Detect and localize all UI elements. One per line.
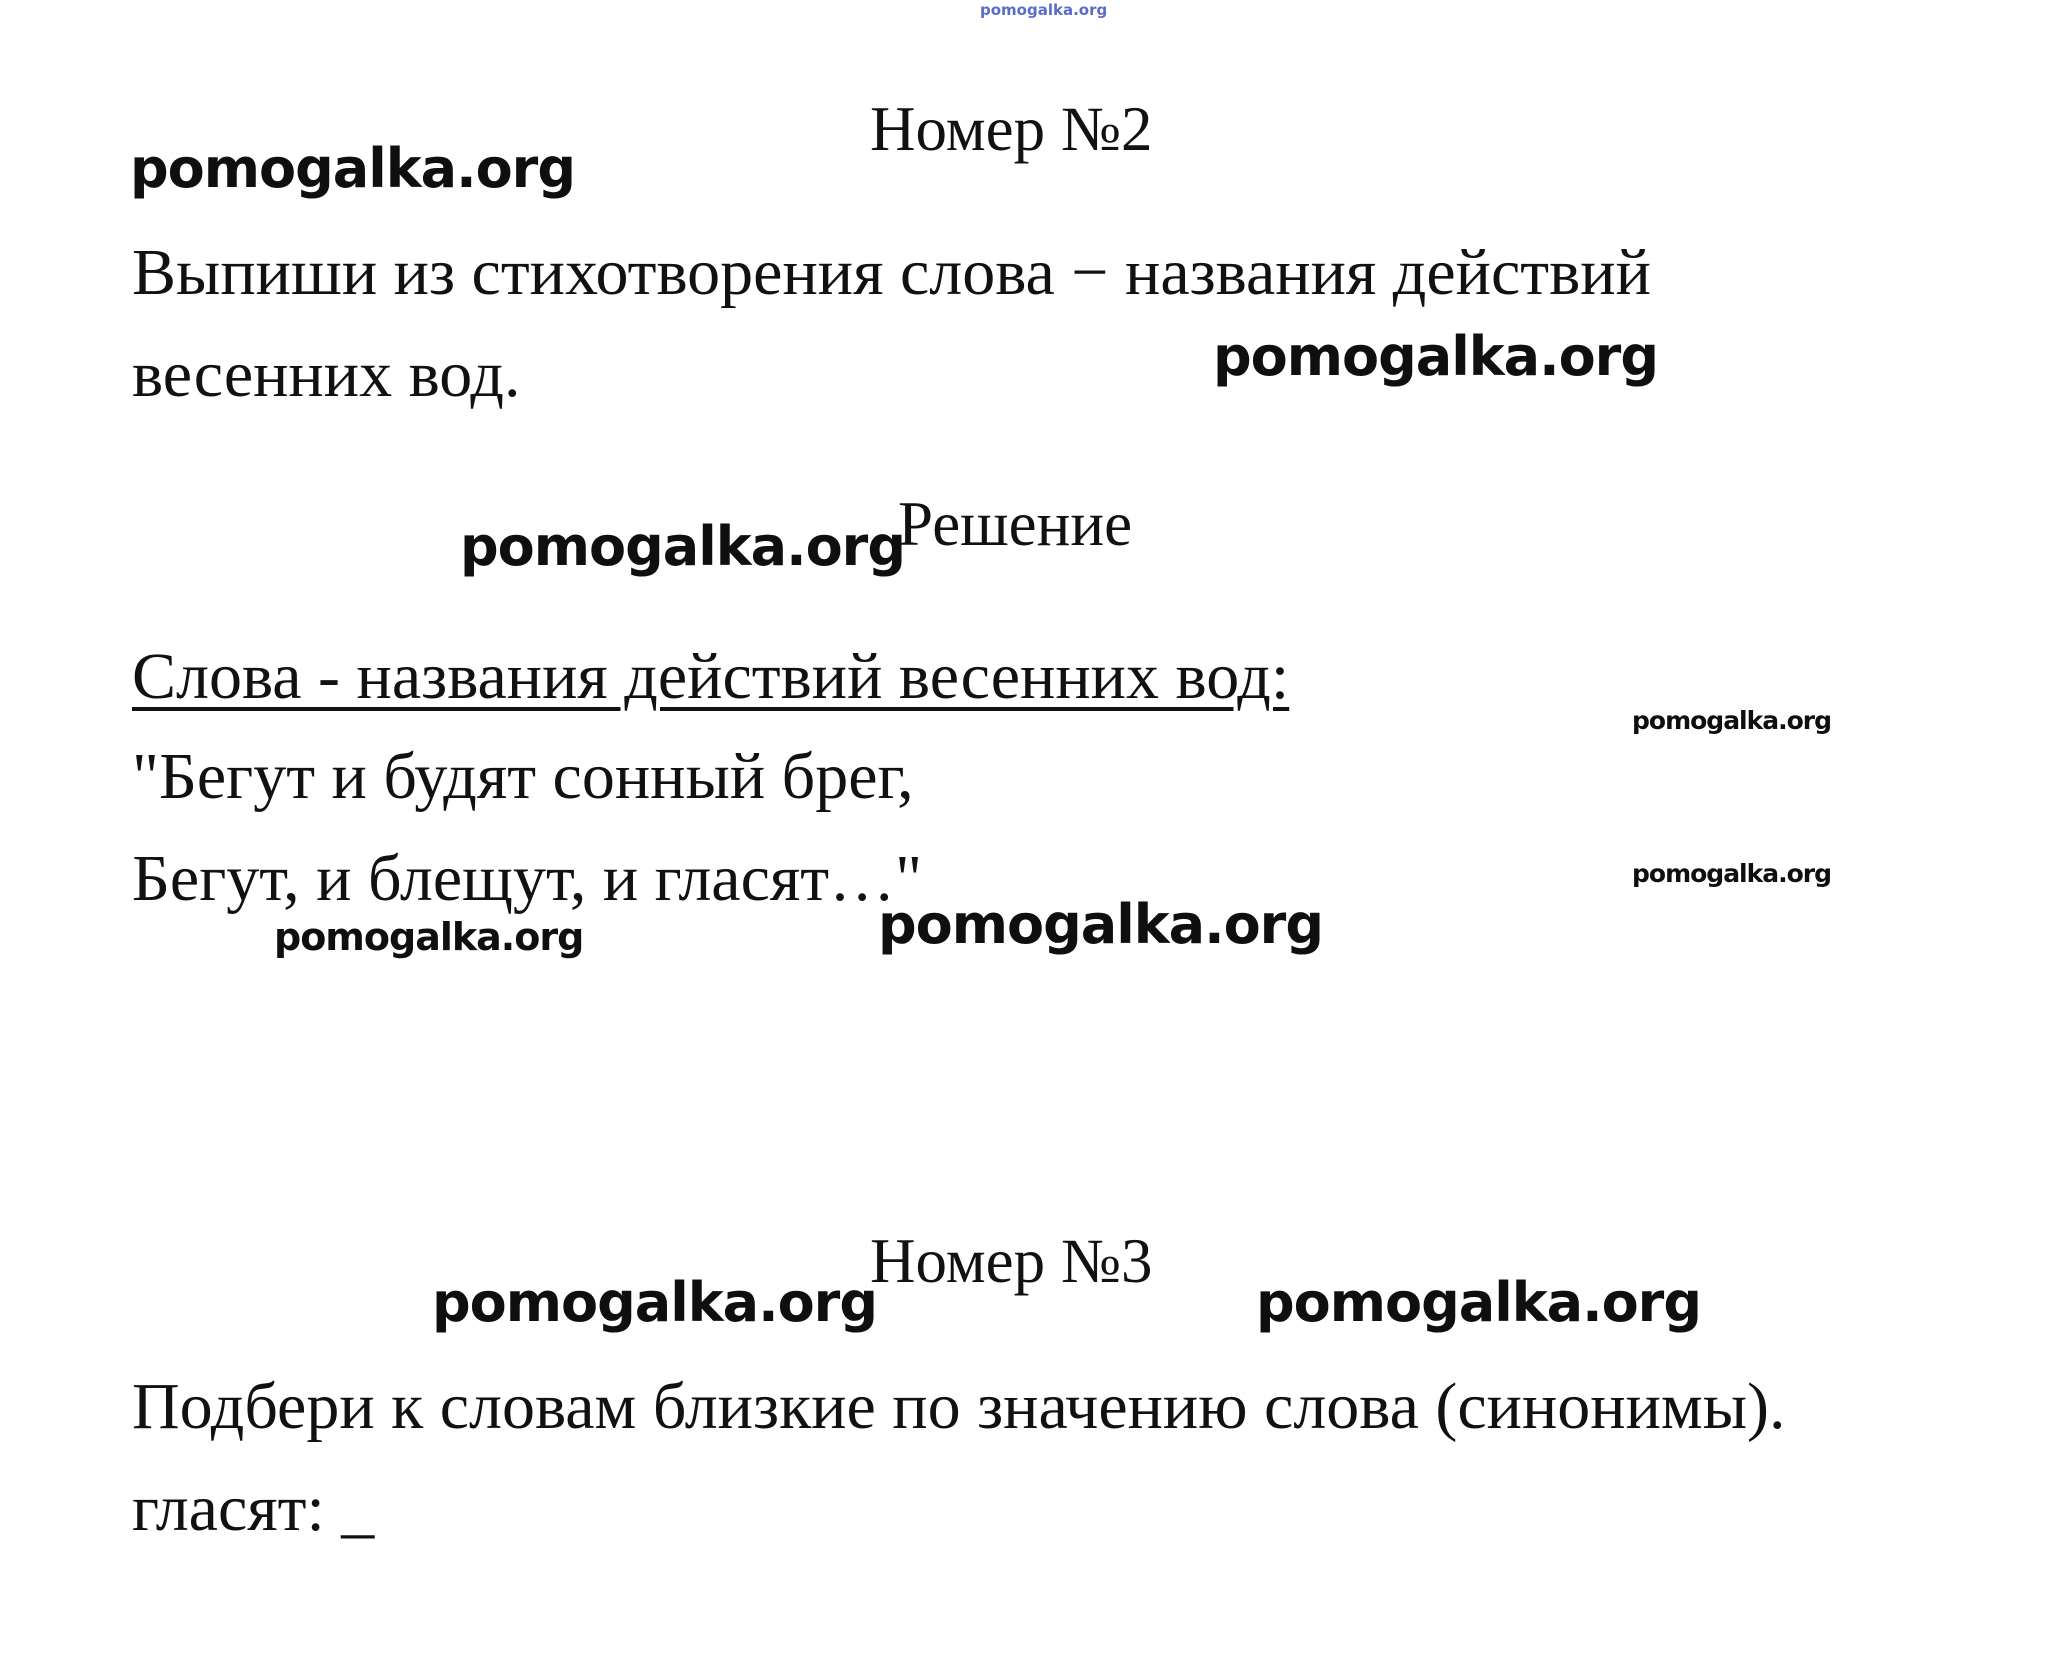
watermark-8: pomogalka.org bbox=[432, 1271, 877, 1334]
watermark-4: pomogalka.org bbox=[1632, 706, 1832, 735]
watermark-9: pomogalka.org bbox=[1256, 1271, 1701, 1334]
task3-heading: Номер №3 bbox=[870, 1226, 1153, 1296]
task2-instruction-line2: весенних вод. bbox=[132, 338, 521, 411]
watermark-1: pomogalka.org bbox=[130, 137, 575, 200]
solution-heading: Решение bbox=[898, 489, 1133, 559]
watermark-top: pomogalka.org bbox=[980, 1, 1108, 19]
watermark-2: pomogalka.org bbox=[1213, 325, 1658, 388]
task2-instruction-line1: Выпиши из стихотворения слова − названия действий bbox=[132, 236, 1651, 309]
task2-heading: Номер №2 bbox=[870, 94, 1153, 164]
task3-instruction: Подбери к словам близкие по значению слова (синонимы). bbox=[132, 1370, 1786, 1443]
watermark-5: pomogalka.org bbox=[1632, 859, 1832, 888]
watermark-6: pomogalka.org bbox=[274, 915, 584, 959]
watermark-7: pomogalka.org bbox=[878, 893, 1323, 956]
quote-line1: "Бегут и будят сонный брег, bbox=[132, 740, 914, 813]
quote-line2: Бегут, и блещут, и гласят…" bbox=[132, 842, 923, 915]
answer-caption: Слова - названия действий весенних вод: bbox=[132, 640, 1290, 713]
task3-item1: гласят: _ bbox=[132, 1472, 375, 1545]
watermark-3: pomogalka.org bbox=[460, 515, 905, 578]
